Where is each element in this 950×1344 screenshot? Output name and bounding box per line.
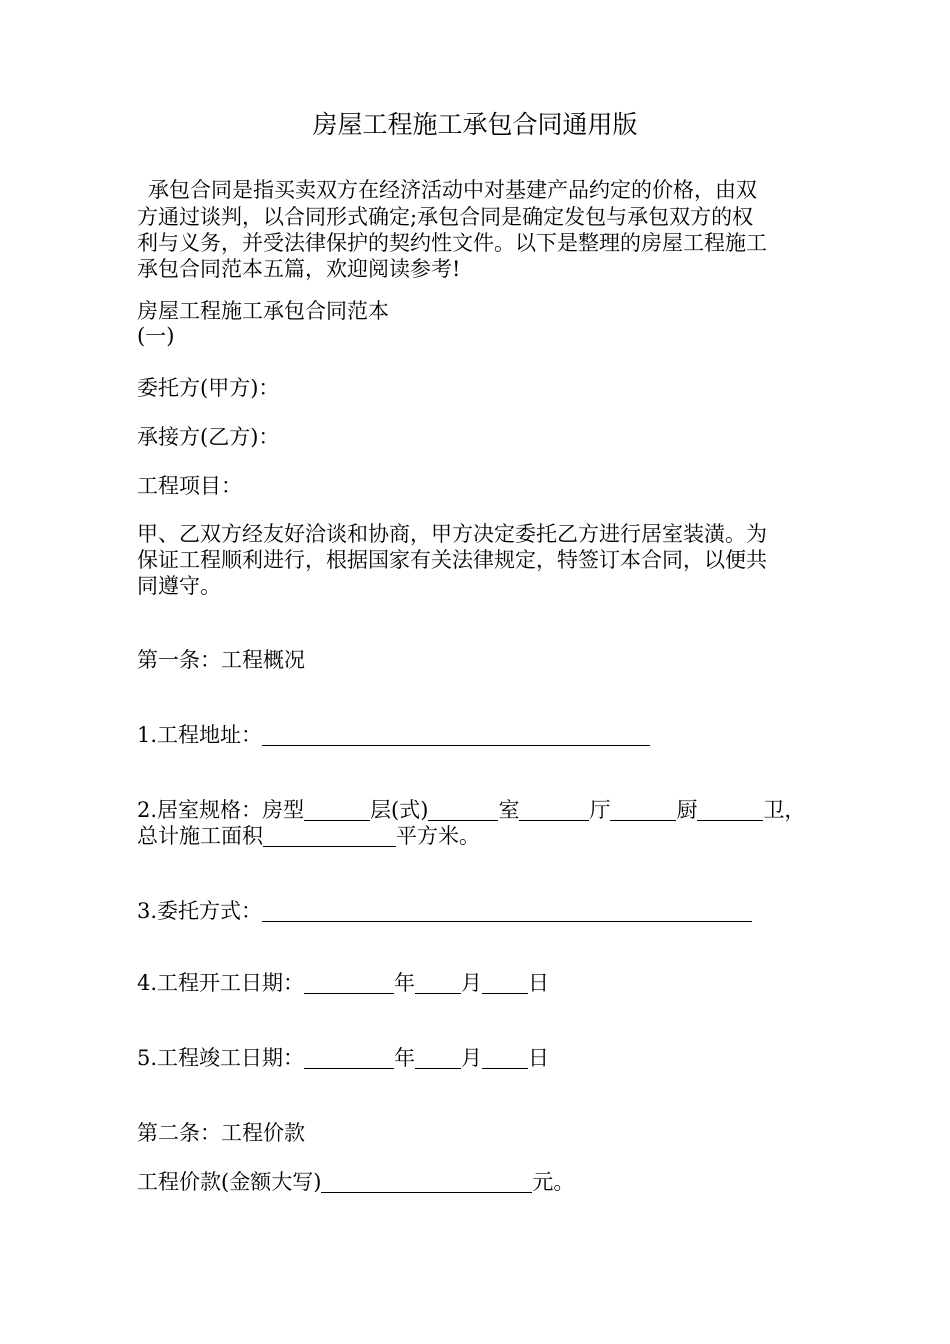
room-blank[interactable] — [519, 800, 589, 821]
sample-number: (一) — [137, 324, 175, 348]
article1-heading: 第一条：工程概况 — [137, 648, 305, 672]
start-date-row — [137, 970, 549, 997]
year-label: 年 — [394, 971, 416, 995]
price-label: 工程价款(金额大写) — [137, 1170, 322, 1194]
end-date-row — [137, 1045, 549, 1072]
sample-heading: 房屋工程施工承包合同范本 — [137, 299, 389, 323]
room-label: 室 — [498, 798, 520, 822]
address-row — [137, 722, 650, 749]
preamble-line: 同遵守。 — [137, 574, 221, 598]
area-row — [137, 823, 480, 850]
price-row — [137, 1169, 574, 1196]
hall-blank[interactable] — [610, 800, 676, 821]
mode-blank[interactable] — [262, 901, 752, 922]
party-a-label: 委托方(甲方)： — [137, 376, 280, 400]
kitchen-label: 厨 — [676, 798, 698, 822]
area-label: 总计施工面积 — [137, 824, 263, 848]
start-date-label: 4.工程开工日期： — [137, 971, 305, 995]
end-month-blank[interactable] — [415, 1048, 461, 1069]
intro-line: 利与义务，并受法律保护的契约性文件。以下是整理的房屋工程施工 — [137, 231, 767, 255]
day-label: 日 — [528, 1046, 550, 1070]
preamble-line: 保证工程顺利进行，根据国家有关法律规定，特签订本合同，以便共 — [137, 548, 767, 572]
mode-row — [137, 898, 752, 925]
area-blank[interactable] — [263, 826, 396, 847]
intro-line: 方通过谈判，以合同形式确定;承包合同是确定发包与承包双方的权 — [137, 205, 754, 229]
project-label: 工程项目： — [137, 474, 242, 498]
floor-label: 层(式) — [370, 798, 429, 822]
end-day-blank[interactable] — [482, 1048, 528, 1069]
kitchen-blank[interactable] — [697, 800, 763, 821]
address-label: 1.工程地址： — [137, 723, 263, 747]
article2-heading: 第二条：工程价款 — [137, 1121, 305, 1145]
spec-label: 2.居室规格：房型 — [137, 798, 305, 822]
intro-line: 承包合同是指买卖双方在经济活动中对基建产品约定的价格，由双 — [148, 178, 757, 202]
end-date-label: 5.工程竣工日期： — [137, 1046, 305, 1070]
floor-blank[interactable] — [428, 800, 498, 821]
start-month-blank[interactable] — [415, 973, 461, 994]
mode-label: 3.委托方式： — [137, 899, 263, 923]
month-label: 月 — [461, 1046, 483, 1070]
month-label: 月 — [461, 971, 483, 995]
address-blank[interactable] — [262, 725, 650, 746]
price-unit: 元。 — [532, 1170, 575, 1194]
start-year-blank[interactable] — [304, 973, 394, 994]
preamble-line: 甲、乙双方经友好洽谈和协商，甲方决定委托乙方进行居室装潢。为 — [137, 522, 767, 546]
end-year-blank[interactable] — [304, 1048, 394, 1069]
bath-label: 卫， — [763, 798, 806, 822]
hall-label: 厅 — [589, 798, 611, 822]
spec-row — [137, 797, 805, 824]
document-title: 房屋工程施工承包合同通用版 — [312, 110, 638, 139]
start-day-blank[interactable] — [482, 973, 528, 994]
price-blank[interactable] — [321, 1172, 532, 1193]
house-type-blank[interactable] — [304, 800, 370, 821]
day-label: 日 — [528, 971, 550, 995]
party-b-label: 承接方(乙方)： — [137, 425, 280, 449]
year-label: 年 — [394, 1046, 416, 1070]
area-unit: 平方米。 — [396, 824, 480, 848]
intro-line: 承包合同范本五篇，欢迎阅读参考! — [137, 257, 461, 281]
